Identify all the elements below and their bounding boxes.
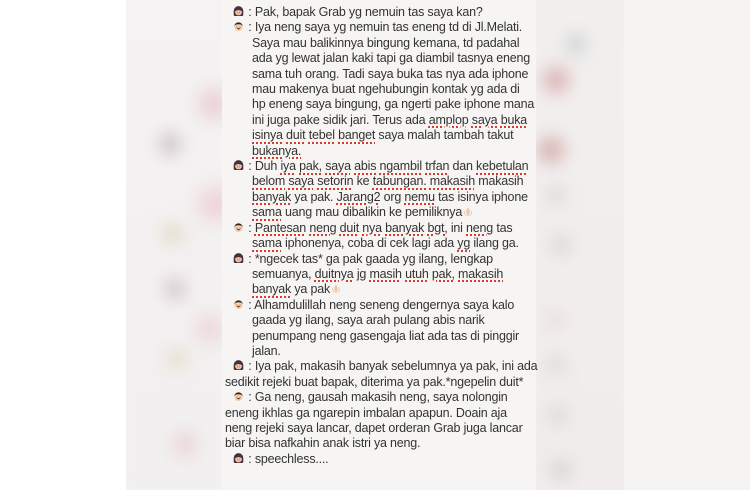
chat-text: *ngecek tas* ga pak gaada yg ilang, lengkap [254,251,493,266]
chat-text: Iya neng saya yg nemuin tas eneng td di Jl.Melati. [254,20,523,35]
man-emoji [232,298,245,311]
chat-text: mau makenya buat ngehubungin kontak yg ada di [252,82,520,97]
chat-line [225,421,537,436]
background-right-blur [536,0,624,490]
misspelled-word: nya [362,220,382,235]
misspelled-word: banyak [252,282,292,297]
chat-text: ke [353,174,373,189]
chat-text: iphonenya, coba di cek lagi ada [281,236,458,251]
chat-line [225,113,537,128]
speaker-separator: : [245,297,255,312]
chat-line [225,51,537,66]
misspelled-word: bukanya. [252,143,302,158]
chat-text: ini juga pake sidik jari. Terus ada [252,112,429,127]
background-left-blur-blobs [126,0,222,490]
woman-emoji [232,359,245,372]
chat-line [225,375,537,390]
chat-line [225,36,537,51]
chat-line [225,5,537,20]
chat-text: hp eneng saya bingung, ga ngerti pake iphone mana [252,97,535,112]
misspelled-word: masih [369,266,402,281]
chat-line [225,190,537,205]
misspelled-word: banyak [252,189,292,204]
chat-line [225,298,537,313]
chat-line [225,267,537,282]
misspelled-word: pak, [431,266,455,281]
misspelled-word: abis [354,159,377,174]
chat-line [225,236,537,251]
chat-text: sama tuh orang. Tadi saya buka tas nya ada iphone [252,66,529,81]
misspelled-word: jg [356,266,367,281]
folded-hands-emoji [330,283,342,295]
chat-lines [225,5,537,467]
misspelled-word: neng [309,220,337,235]
woman-emoji [232,452,245,465]
speaker-separator: : [245,451,255,466]
speaker-separator: : [245,251,255,266]
misspelled-word: trfan [425,159,450,174]
chat-text: biar bisa nafkahin anak istri ya neng. [225,436,421,451]
speaker-separator: : [245,20,255,35]
chat-line [225,344,537,359]
misspelled-word: duit [286,128,306,143]
chat-text: penumpang neng gasengaja liat ada tas di pinggir [252,328,519,343]
woman-emoji [232,159,245,172]
chat-text: ini [447,220,467,235]
misspelled-word: makasih [429,174,475,189]
speaker-separator: : [245,390,255,405]
man-emoji [232,221,245,234]
chat-text: Iya pak, makasih banyak sebelumnya ya pak, ini ada [254,359,538,374]
misspelled-word: belom [252,174,286,189]
misspelled-word: saya [471,112,498,127]
speaker-separator: : [245,220,255,235]
chat-text: gaada yg ilang, saya arah pulang abis narik [252,313,485,328]
misspelled-word: utuh [405,266,429,281]
chat-text: Saya mau balikinnya bingung kemana, td padahal [252,35,520,50]
misspelled-word: saya [288,174,314,189]
chat-line [225,205,537,220]
chat-text: ya pak [291,282,331,297]
chat-text: ilang ga. [470,236,519,251]
chat-line [225,252,537,267]
chat-line [225,97,537,112]
misspelled-word: sama [252,236,282,251]
chat-text: uang mau dibalikin ke pemiliknya [281,205,463,220]
misspelled-word: yg [457,236,471,251]
misspelled-word: sama [252,205,282,220]
woman-emoji [232,252,245,265]
misspelled-word: neng [466,220,494,235]
speaker-separator: : [245,159,255,174]
folded-hands-emoji [462,206,474,218]
chat-line [225,67,537,82]
chat-text: speechless.... [254,451,329,466]
background-left-blur [126,0,222,490]
chat-line [225,313,537,328]
chat-text: saya malah tambah takut [375,128,514,143]
misspelled-word: Pantesan [254,220,307,235]
chat-text: jalan. [252,343,281,358]
chat-text: Alhamdulillah neng seneng dengernya saya kalo [254,297,515,312]
chat-text: org [380,189,405,204]
misspelled-word: banyak [385,220,425,235]
chat-line [225,452,537,467]
chat-line [225,221,537,236]
misspelled-word: pak, [299,159,322,174]
misspelled-word: tabungan. [372,174,427,189]
misspelled-word: bgt, [427,220,448,235]
chat-line [225,390,537,405]
chat-text: Ga neng, gausah makasih neng, saya nolongin [254,390,508,405]
chat-line [225,436,537,451]
chat-text: tas [493,220,513,235]
misspelled-word: kebetulan [476,159,529,174]
chat-line [225,159,537,174]
chat-text: dan [449,159,477,174]
chat-text: eneng ikhlas ga ngarepin imbalan apapun. Doain aja [225,405,507,420]
background-right-margin [624,0,750,490]
man-emoji [232,20,245,33]
chat-line [225,82,537,97]
misspelled-word: isinya [252,128,283,143]
misspelled-word: banget [338,128,376,143]
misspelled-word: nemu [404,189,435,204]
chat-text: tas isinya iphone [434,189,528,204]
misspelled-word: saya [325,159,351,174]
chat-line [225,282,537,297]
speaker-separator: : [245,5,255,19]
chat-line [225,20,537,35]
chat-text: ada yg lewat jalan kaki tapi ga diambil tasnya eneng [252,51,530,66]
chat-text: Duh [254,159,281,174]
chat-text: Pak, bapak Grab yg nemuin tas saya kan? [254,5,483,19]
misspelled-word: buka [500,112,527,127]
man-emoji [232,390,245,403]
misspelled-word: amplop [428,112,469,127]
misspelled-word: ngambil [379,159,422,174]
chat-line [225,144,537,159]
misspelled-word: makasih [458,266,504,281]
misspelled-word: tebel [308,128,335,143]
chat-text: semuanya, [252,266,315,281]
chat-line [225,406,537,421]
misspelled-word: Jarang2 [336,189,381,204]
background-right-blur-blobs [536,0,624,490]
chat-text: ya pak. [291,189,337,204]
chat-line [225,359,537,374]
chat-line [225,174,537,189]
misspelled-word: setorin [317,174,354,189]
misspelled-word: iya [280,159,296,174]
chat-text: neng rejeki saya lancar, dapet orderan Grab juga lancar [225,420,523,435]
chat-text: makasih [474,174,524,189]
misspelled-word: duit [339,220,359,235]
chat-text: sedikit rejeki buat bapak, diterima ya pak.*ngepelin duit* [225,374,524,389]
speaker-separator: : [245,359,255,374]
chat-line [225,128,537,143]
chat-line [225,329,537,344]
misspelled-word: duitnya [314,266,354,281]
woman-emoji [232,5,245,18]
